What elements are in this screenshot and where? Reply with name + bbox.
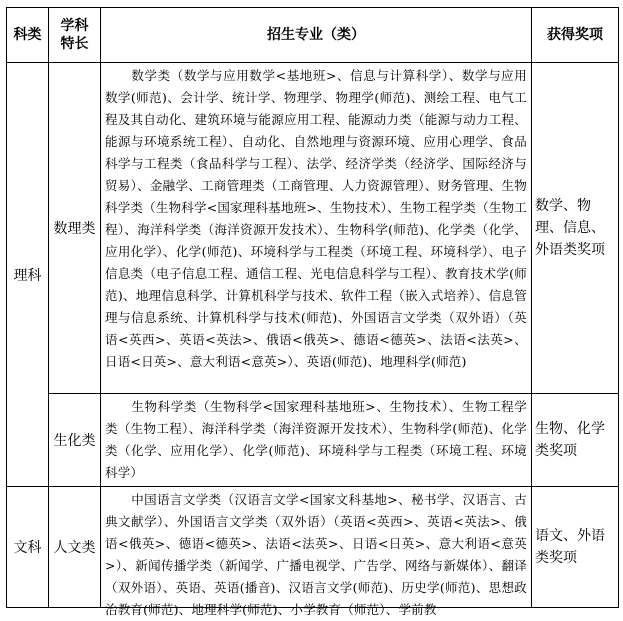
specialty-cell: 人文类	[49, 487, 101, 608]
majors-text: 数学类（数学与应用数学<基地班>、信息与计算科学）、数学与应用数学(师范)、会计学、统计学、物理学、物理学(师范)、测绘工程、电气工程及其自动化、建筑环境与能源应用工程、能源动力类（能源与动力工程、能源与环境系统工程）、自动化、自然地理与资源环境、应用心理学、食品科学与工程类（食品科学与工程）、法学、经济学类（经济学、国际经济与贸易）、金融学、工商管理类（工商管理、人力资源管理）、财务管理、生物科学类（生物科学<国家理科基地班>、生物技术）、生物工程学类（生物工程）、海洋科学类（海洋资源开发技术）、生物科学(师范)、化学类（化学、应用化学）、化学(师范)、环境科学与工程类（环境工程、环境科学）、电子信息类（电子信息工程、通信工程、光电信息科学与工程）、教育技术学(师范)、地理信息科学、计算机科学与技术、软件工程（嵌入式培养）、信息管理与信息系统、计算机科学与技术(师范)、外国语言文学类（双外语）（英语<英西>、英语<英法>、俄语<俄英>、德语<德英>、法语<法英>、日语<日英>、意大利语<意英>）、英语(师范)、地理科学(师范)	[105, 68, 527, 369]
specialty-cell: 数理类	[49, 63, 101, 394]
awards-cell: 生物、化学类奖项	[532, 394, 619, 487]
header-category: 科类	[7, 8, 49, 63]
header-majors: 招生专业（类）	[101, 8, 532, 63]
header-specialty	[49, 8, 101, 63]
majors-text: 生物科学类（生物科学<国家理科基地班>、生物技术）、生物工程学类（生物工程）、海洋科学类（海洋资源开发技术）、生物科学(师范)、化学类（化学、应用化学）、化学(师范)、环境科学与工程类（环境工程、环境科学）	[105, 399, 527, 480]
header-specialty-line1: 学科	[60, 18, 89, 34]
table-header-row	[7, 8, 619, 63]
category-cell: 文科	[7, 487, 49, 608]
table-row	[7, 487, 619, 608]
header-specialty-line2: 特长	[60, 36, 89, 52]
category-cell: 理科	[7, 63, 49, 487]
majors-cell	[101, 487, 532, 617]
awards-cell: 语文、外语类奖项	[532, 487, 619, 608]
majors-cell	[101, 63, 532, 394]
table-row	[7, 63, 619, 394]
admission-table	[6, 7, 619, 617]
header-awards: 获得奖项	[532, 8, 619, 63]
specialty-cell: 生化类	[49, 394, 101, 487]
majors-text: 中国语言文学类（汉语言文学<国家文科基地>、秘书学、汉语言、古典文献学）、外国语言文学类（双外语）（英语<英西>、英语<英法>、俄语<俄英>、德语<德英>、法语<法英>、日语<日英>、意大利语<意英>）、新闻传播学类（新闻学、广播电视学、广告学、网络与新媒体）、翻译（双外语）、英语、英语(播音)、汉语言文学(师范)、历史学(师范)、思想政治教育(师范)、地理科学(师范)、小学教育（师范）、学前教	[105, 492, 527, 617]
majors-cell	[101, 394, 532, 487]
table-row	[7, 394, 619, 487]
awards-cell: 数学、物理、信息、外语类奖项	[532, 63, 619, 394]
